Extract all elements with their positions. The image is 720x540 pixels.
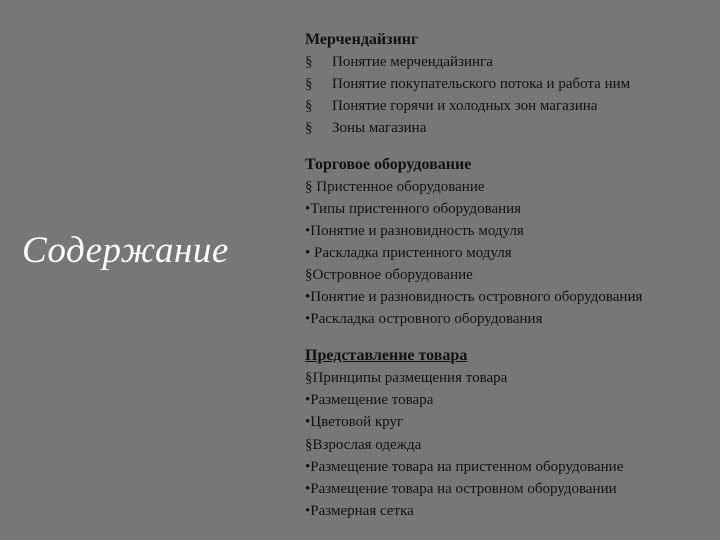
list-item-text: Понятие мерчендайзинга <box>332 54 493 70</box>
list-item <box>305 73 715 95</box>
list-item <box>305 456 715 478</box>
bullet: • <box>305 245 311 261</box>
list-item-text: Взрослая одежда <box>312 436 422 453</box>
list-item <box>305 95 715 117</box>
list-item <box>305 478 715 500</box>
list-item <box>305 220 715 242</box>
list-item-text: Понятие и разновидность островного оборудования <box>310 289 643 305</box>
bullet: § <box>305 98 313 114</box>
list-item-text: Понятие горячи и холодных зон магазина <box>332 98 598 114</box>
list-item <box>305 51 715 73</box>
list-item <box>305 308 715 330</box>
list-item <box>305 367 715 389</box>
section-heading: Мерчендайзинг <box>305 31 419 48</box>
bullet: § <box>305 179 313 195</box>
list-item <box>305 389 715 411</box>
bullet: § <box>305 120 313 136</box>
list-item <box>305 500 715 522</box>
bullet: • <box>305 223 311 239</box>
list-item-text: Островное оборудование <box>312 267 473 283</box>
contents-list <box>305 29 715 537</box>
list-item <box>305 286 715 308</box>
bullet: § <box>305 54 313 70</box>
section-items <box>305 51 715 139</box>
section-items <box>305 176 715 330</box>
list-item-text: Размещение товара на пристенном оборудование <box>310 458 624 475</box>
list-item-text: Понятие покупательского потока и работа ним <box>332 76 631 92</box>
bullet: § <box>305 436 313 453</box>
section-items <box>305 367 715 522</box>
bullet: • <box>305 392 311 409</box>
list-item-text: Понятие и разновидность модуля <box>310 223 524 239</box>
list-item-text: Размещение товара на островном оборудовании <box>310 481 617 498</box>
list-item-text: Пристенное оборудование <box>316 179 485 195</box>
list-item-text: Цветовой круг <box>310 414 404 431</box>
list-item <box>305 434 715 456</box>
bullet: • <box>305 503 311 520</box>
bullet: • <box>305 201 311 217</box>
list-item-text: Зоны магазина <box>332 120 427 136</box>
bullet: • <box>305 414 311 431</box>
bullet: • <box>305 289 311 305</box>
bullet: § <box>305 76 313 92</box>
bullet: • <box>305 481 311 498</box>
list-item-text: Раскладка островного оборудования <box>310 311 543 327</box>
section-heading: Торговое оборудование <box>305 156 472 173</box>
list-item-text: Размерная сетка <box>310 503 414 520</box>
section-equipment <box>305 154 715 330</box>
bullet: § <box>305 370 313 386</box>
list-item-text: Размещение товара <box>310 392 434 409</box>
list-item-text: Раскладка пристенного модуля <box>314 245 512 261</box>
bullet: • <box>305 458 311 475</box>
list-item <box>305 264 715 286</box>
list-item <box>305 242 715 264</box>
list-item <box>305 198 715 220</box>
section-merchandising <box>305 29 715 139</box>
section-heading: Представление товара <box>305 347 468 364</box>
section-product-presentation <box>305 345 715 522</box>
list-item-text: Типы пристенного оборудования <box>310 201 522 217</box>
list-item <box>305 117 715 139</box>
bullet: • <box>305 311 311 327</box>
slide-title: Содержание <box>22 230 229 271</box>
list-item <box>305 176 715 198</box>
list-item-text: Принципы размещения товара <box>312 370 508 386</box>
list-item <box>305 411 715 433</box>
bullet: § <box>305 267 313 283</box>
